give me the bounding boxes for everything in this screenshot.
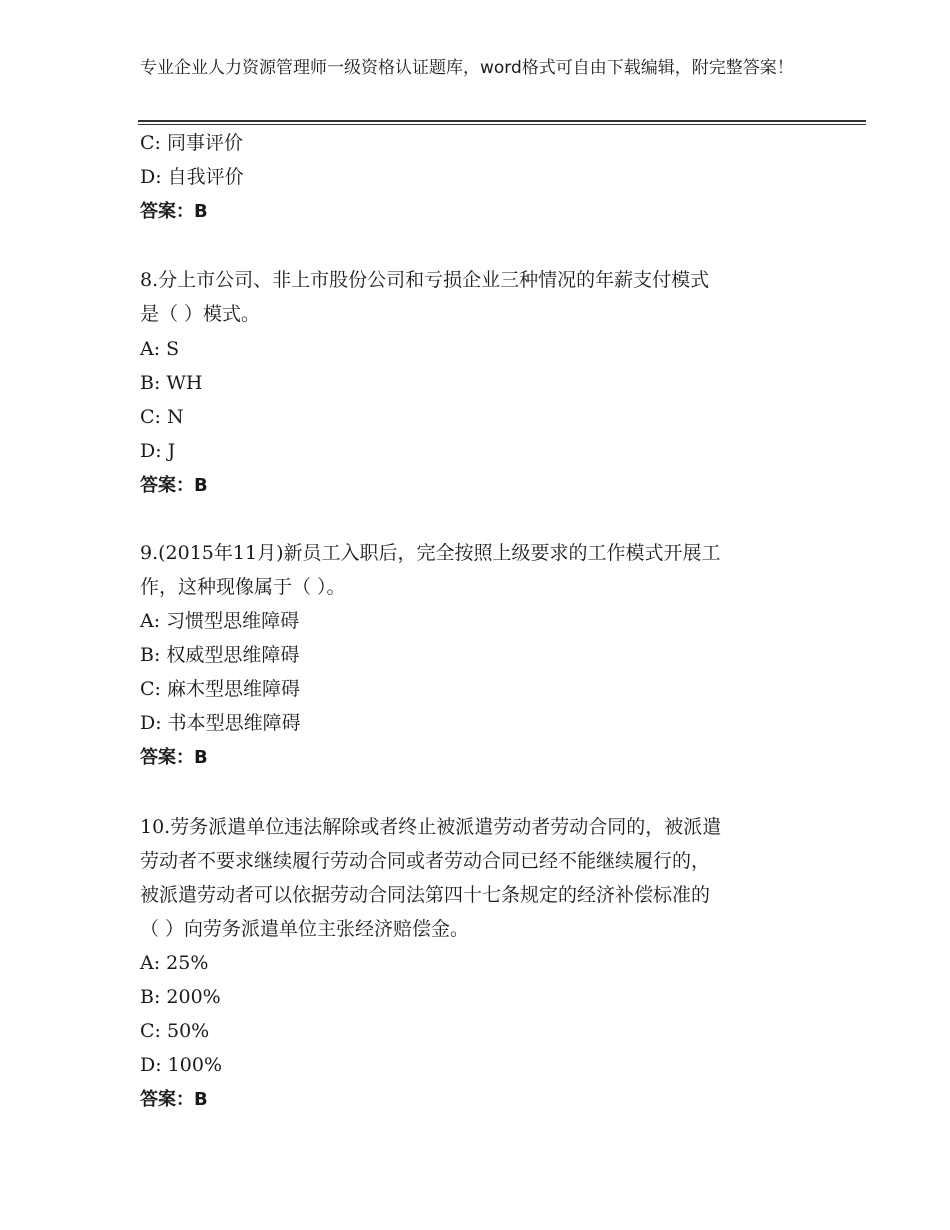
option-a: A: S (140, 338, 180, 360)
question-stem-line: 劳动者不要求继续履行劳动合同或者劳动合同已经不能继续履行的， (140, 850, 711, 872)
answer-label: 答案：B (140, 1089, 208, 1110)
document-header: 专业企业人力资源管理师一级资格认证题库，word格式可自由下载编辑，附完整答案！ (140, 58, 794, 78)
option-a: A: 习惯型思维障碍 (140, 610, 300, 632)
question-stem-line: 被派遣劳动者可以依据劳动合同法第四十七条规定的经济补偿标准的 (140, 884, 711, 906)
option-b: B: 权威型思维障碍 (140, 644, 300, 666)
option-c: C: N (140, 406, 184, 428)
question-stem-line: 8.分上市公司、非上市股份公司和亏损企业三种情况的年薪支付模式 (140, 269, 710, 291)
answer-label: 答案：B (140, 475, 208, 496)
option-c: C: 麻木型思维障碍 (140, 678, 300, 700)
option-c: C: 50% (140, 1020, 210, 1042)
question-stem-line: 10.劳务派遣单位违法解除或者终止被派遣劳动者劳动合同的，被派遣 (140, 816, 722, 838)
option-b: B: WH (140, 372, 203, 394)
option-d: D: 自我评价 (140, 166, 244, 188)
option-c: C: 同事评价 (140, 132, 243, 154)
answer-label: 答案：B (140, 201, 208, 222)
header-divider (138, 120, 866, 122)
question-stem-line: （ ）向劳务派遣单位主张经济赔偿金。 (140, 918, 470, 940)
header-divider-thin (138, 124, 866, 125)
option-d: D: 100% (140, 1054, 222, 1076)
option-d: D: J (140, 440, 176, 462)
question-stem-line: 9.(2015年11月)新员工入职后，完全按照上级要求的工作模式开展工 (140, 542, 721, 564)
option-a: A: 25% (140, 952, 209, 974)
answer-label: 答案：B (140, 747, 208, 768)
question-stem-line: 是（ ）模式。 (140, 303, 261, 325)
question-stem-line: 作，这种现像属于（ ）。 (140, 576, 346, 598)
option-d: D: 书本型思维障碍 (140, 712, 301, 734)
option-b: B: 200% (140, 986, 221, 1008)
